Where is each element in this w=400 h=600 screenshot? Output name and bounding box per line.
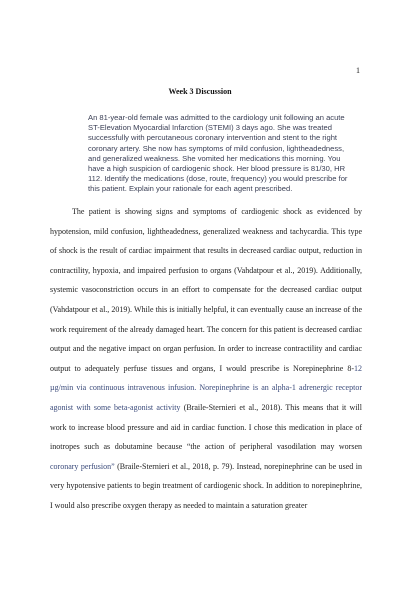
page-title: Week 3 Discussion: [168, 87, 232, 96]
discussion-prompt: An 81-year-old female was admitted to the cardiology unit following an acute ST-Elevation Myocardial Infarction (STEMI) 3 days ago. She was treated successfully with percutaneous coronary intervention and stent to the right coronary artery. She now has symptoms of mild confusion, lightheadedness, and generalized weakness. She vomited her medications this morning. You have a high suspicion of cardiogenic shock. Her blood pressure is 81/30, HR 112. Identify the medications (dose, route, frequency) you would prescribe for this patient. Explain your rationale for each agent prescribed.: [88, 113, 348, 194]
body-text-segment: (Braile-Sternieri et al., 2018, p. 79). Instead, norepinephrine can be used in very hypotensive patients to begin treatment of cardiogenic shock. In addition to norepinephrine, I would also prescribe oxygen therapy as needed to maintain a saturation greater: [50, 461, 362, 510]
body-text: [50, 202, 362, 516]
highlighted-text-segment: 12 µg/min via continuous intravenous infusion. Norepinephrine is an alpha-1 adrenergic receptor agonist with some beta-agonist activity: [50, 363, 362, 412]
body-text-segment: The patient is showing signs and symptoms of cardiogenic shock as evidenced by hypotension, mild confusion, lightheadedness, generalized weakness and tachycardia. This type of shock is the result of cardiac impairment that results in decreased cardiac output, reduction in contractility, hypoxia, and impaired perfusion to organs (Vahdatpour et al., 2019). Additionally, systemic vasoconstriction occurs in an effort to compensate for the decreased cardiac output (Vahdatpour et al., 2019). While this is initially helpful, it can eventually cause an increase of the work requirement of the already damaged heart. The concern for this patient is decreased cardiac output and the negative impact on organ perfusion. In order to increase contractility and cardiac output to adequately perfuse tissues and organs, I would prescribe is Norepinephrine 8-: [50, 207, 362, 373]
page-number: 1: [356, 66, 360, 75]
highlighted-text-segment: coronary perfusion”: [50, 461, 115, 471]
body-text-segment: (Braile-Sternieri et al., 2018). This means that it will work to increase blood pressure and aid in cardiac function. I chose this medication in place of inotropes such as dobutamine because “the action of peripheral vasodilation may worsen: [50, 402, 362, 452]
body-paragraph: [50, 202, 362, 516]
